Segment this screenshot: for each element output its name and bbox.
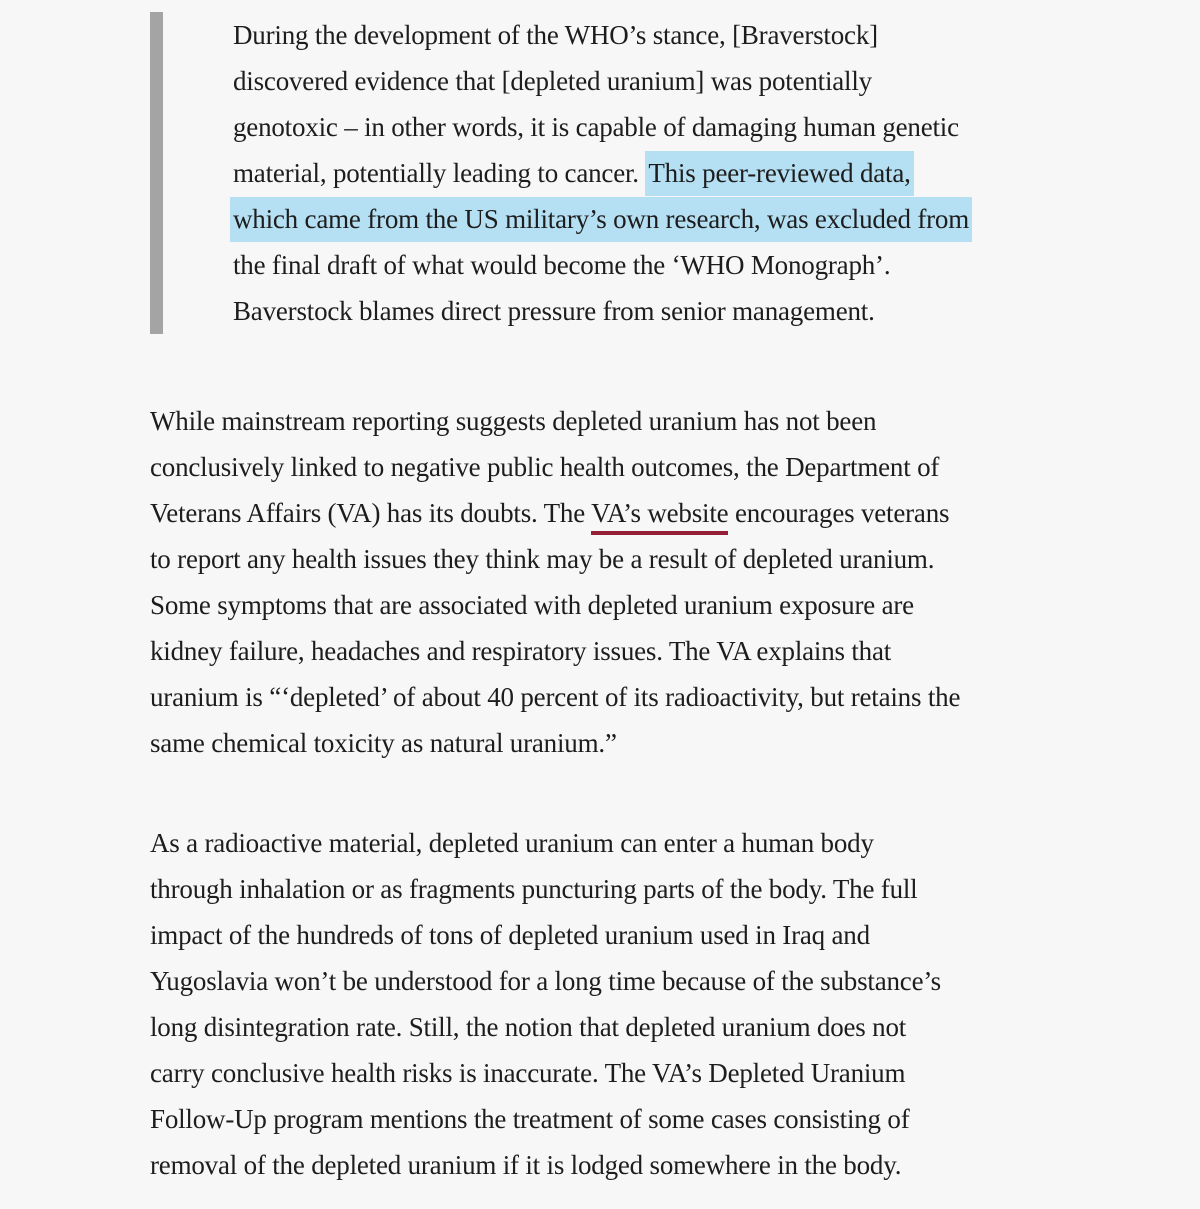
paragraph-line [150, 536, 960, 582]
paragraph-line [150, 866, 941, 912]
paragraph-mainstream-reporting [150, 398, 960, 766]
body-text: through inhalation or as fragments puncturing parts of the body. The full [150, 874, 918, 904]
body-text: Veterans Affairs (VA) has its doubts. The [150, 498, 592, 528]
body-text: long disintegration rate. Still, the notion that depleted uranium does not [150, 1012, 907, 1042]
quote-line [233, 196, 972, 242]
body-text: conclusively linked to negative public health outcomes, the Department of [150, 452, 940, 482]
paragraph-line [150, 398, 960, 444]
paragraph-line [150, 1096, 941, 1142]
paragraph-line [150, 628, 960, 674]
body-text: Yugoslavia won’t be understood for a long time because of the substance’s [150, 966, 941, 996]
body-text: kidney failure, headaches and respiratory issues. The VA explains that [150, 636, 892, 666]
quote-text: genotoxic – in other words, it is capable of damaging human genetic [233, 112, 959, 142]
body-text: As a radioactive material, depleted uranium can enter a human body [150, 828, 874, 858]
quote-line [233, 242, 972, 288]
quote-line [233, 150, 972, 196]
quote-text: the final draft of what would become the ‘WHO Monograph’. [233, 250, 891, 280]
quote-text: During the development of the WHO’s stance, [Braverstock] [233, 20, 878, 50]
body-text: uranium is “‘depleted’ of about 40 percent of its radioactivity, but retains the [150, 682, 961, 712]
body-text: removal of the depleted uranium if it is lodged somewhere in the body. [150, 1150, 902, 1180]
paragraph-radioactive-material [150, 820, 941, 1188]
blockquote [150, 12, 972, 334]
highlighted-text: This peer-reviewed data, [645, 151, 913, 196]
paragraph-line [150, 582, 960, 628]
body-text: Some symptoms that are associated with depleted uranium exposure are [150, 590, 914, 620]
quote-line [233, 104, 972, 150]
quote-line [233, 58, 972, 104]
paragraph-line [150, 444, 960, 490]
paragraph-line [150, 958, 941, 1004]
paragraph-line [150, 490, 960, 536]
body-text: to report any health issues they think may be a result of depleted uranium. [150, 544, 935, 574]
paragraph-line [150, 674, 960, 720]
quote-text: material, potentially leading to cancer. [233, 158, 646, 188]
body-text: carry conclusive health risks is inaccurate. The VA’s Depleted Uranium [150, 1058, 906, 1088]
body-text: same chemical toxicity as natural uranium.” [150, 728, 617, 758]
va-website-link[interactable]: VA’s website [591, 498, 728, 535]
paragraph-line [150, 1050, 941, 1096]
body-text: While mainstream reporting suggests depleted uranium has not been [150, 406, 877, 436]
quote-line [233, 12, 972, 58]
paragraph-line [150, 1142, 941, 1188]
body-text: Follow-Up program mentions the treatment of some cases consisting of [150, 1104, 910, 1134]
paragraph-line [150, 720, 960, 766]
paragraph-line [150, 820, 941, 866]
body-text: impact of the hundreds of tons of depleted uranium used in Iraq and [150, 920, 870, 950]
paragraph-line [150, 1004, 941, 1050]
quote-line [233, 288, 972, 334]
body-text: encourages veterans [728, 498, 950, 528]
quote-text: discovered evidence that [depleted uranium] was potentially [233, 66, 872, 96]
quote-text: Baverstock blames direct pressure from senior management. [233, 296, 875, 326]
paragraph-line [150, 912, 941, 958]
highlighted-text: which came from the US military’s own research, was excluded from [230, 197, 972, 242]
